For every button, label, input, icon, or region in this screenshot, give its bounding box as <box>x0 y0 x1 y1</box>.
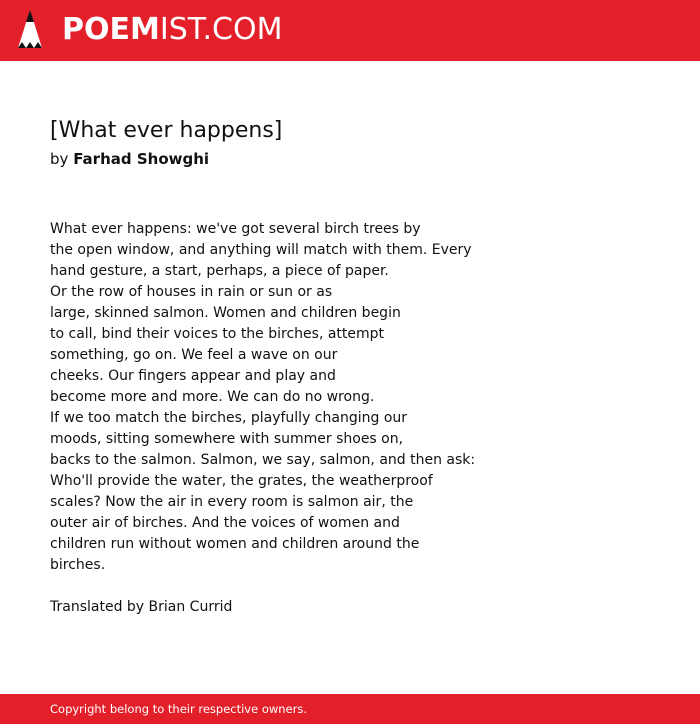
poem-line: birches. <box>50 557 106 573</box>
poem-line: hand gesture, a start, perhaps, a piece of paper. <box>50 263 389 279</box>
poem-line: scales? Now the air in every room is salmon air, the <box>50 494 414 510</box>
brand-light: IST.COM <box>159 12 283 47</box>
site-logo-text[interactable] <box>62 11 282 49</box>
poem-line: moods, sitting somewhere with summer shoes on, <box>50 431 404 447</box>
poem-title: [What ever happens] <box>50 118 283 143</box>
poem-line: What ever happens: we've got several birch trees by <box>50 221 421 237</box>
poem-byline <box>50 149 209 169</box>
poem-line: backs to the salmon. Salmon, we say, salmon, and then ask: <box>50 452 476 468</box>
poem-body <box>50 219 490 576</box>
by-label: by <box>50 150 69 168</box>
brand-bold: POEM <box>62 12 160 47</box>
poem-line: become more and more. We can do no wrong. <box>50 389 375 405</box>
copyright-notice: Copyright belong to their respective owners. <box>50 702 308 716</box>
poem-line: outer air of birches. And the voices of women and <box>50 515 400 531</box>
translator-credit: Translated by Brian Currid <box>50 599 233 615</box>
site-footer <box>0 694 700 724</box>
pencil-tip-icon[interactable] <box>16 8 44 52</box>
poem-line: something, go on. We feel a wave on our <box>50 347 338 363</box>
poem-line: Or the row of houses in rain or sun or as <box>50 284 333 300</box>
poem-line: to call, bind their voices to the birches, attempt <box>50 326 385 342</box>
poem-line: If we too match the birches, playfully changing our <box>50 410 408 426</box>
poem-line: large, skinned salmon. Women and children begin <box>50 305 401 321</box>
poem-line: the open window, and anything will match with them. Every <box>50 242 472 258</box>
site-header <box>0 0 700 61</box>
poem-author: Farhad Showghi <box>73 150 210 168</box>
poem-line: Who'll provide the water, the grates, the weatherproof <box>50 473 433 489</box>
poem-line: cheeks. Our fingers appear and play and <box>50 368 336 384</box>
poem-line: children run without women and children around the <box>50 536 420 552</box>
